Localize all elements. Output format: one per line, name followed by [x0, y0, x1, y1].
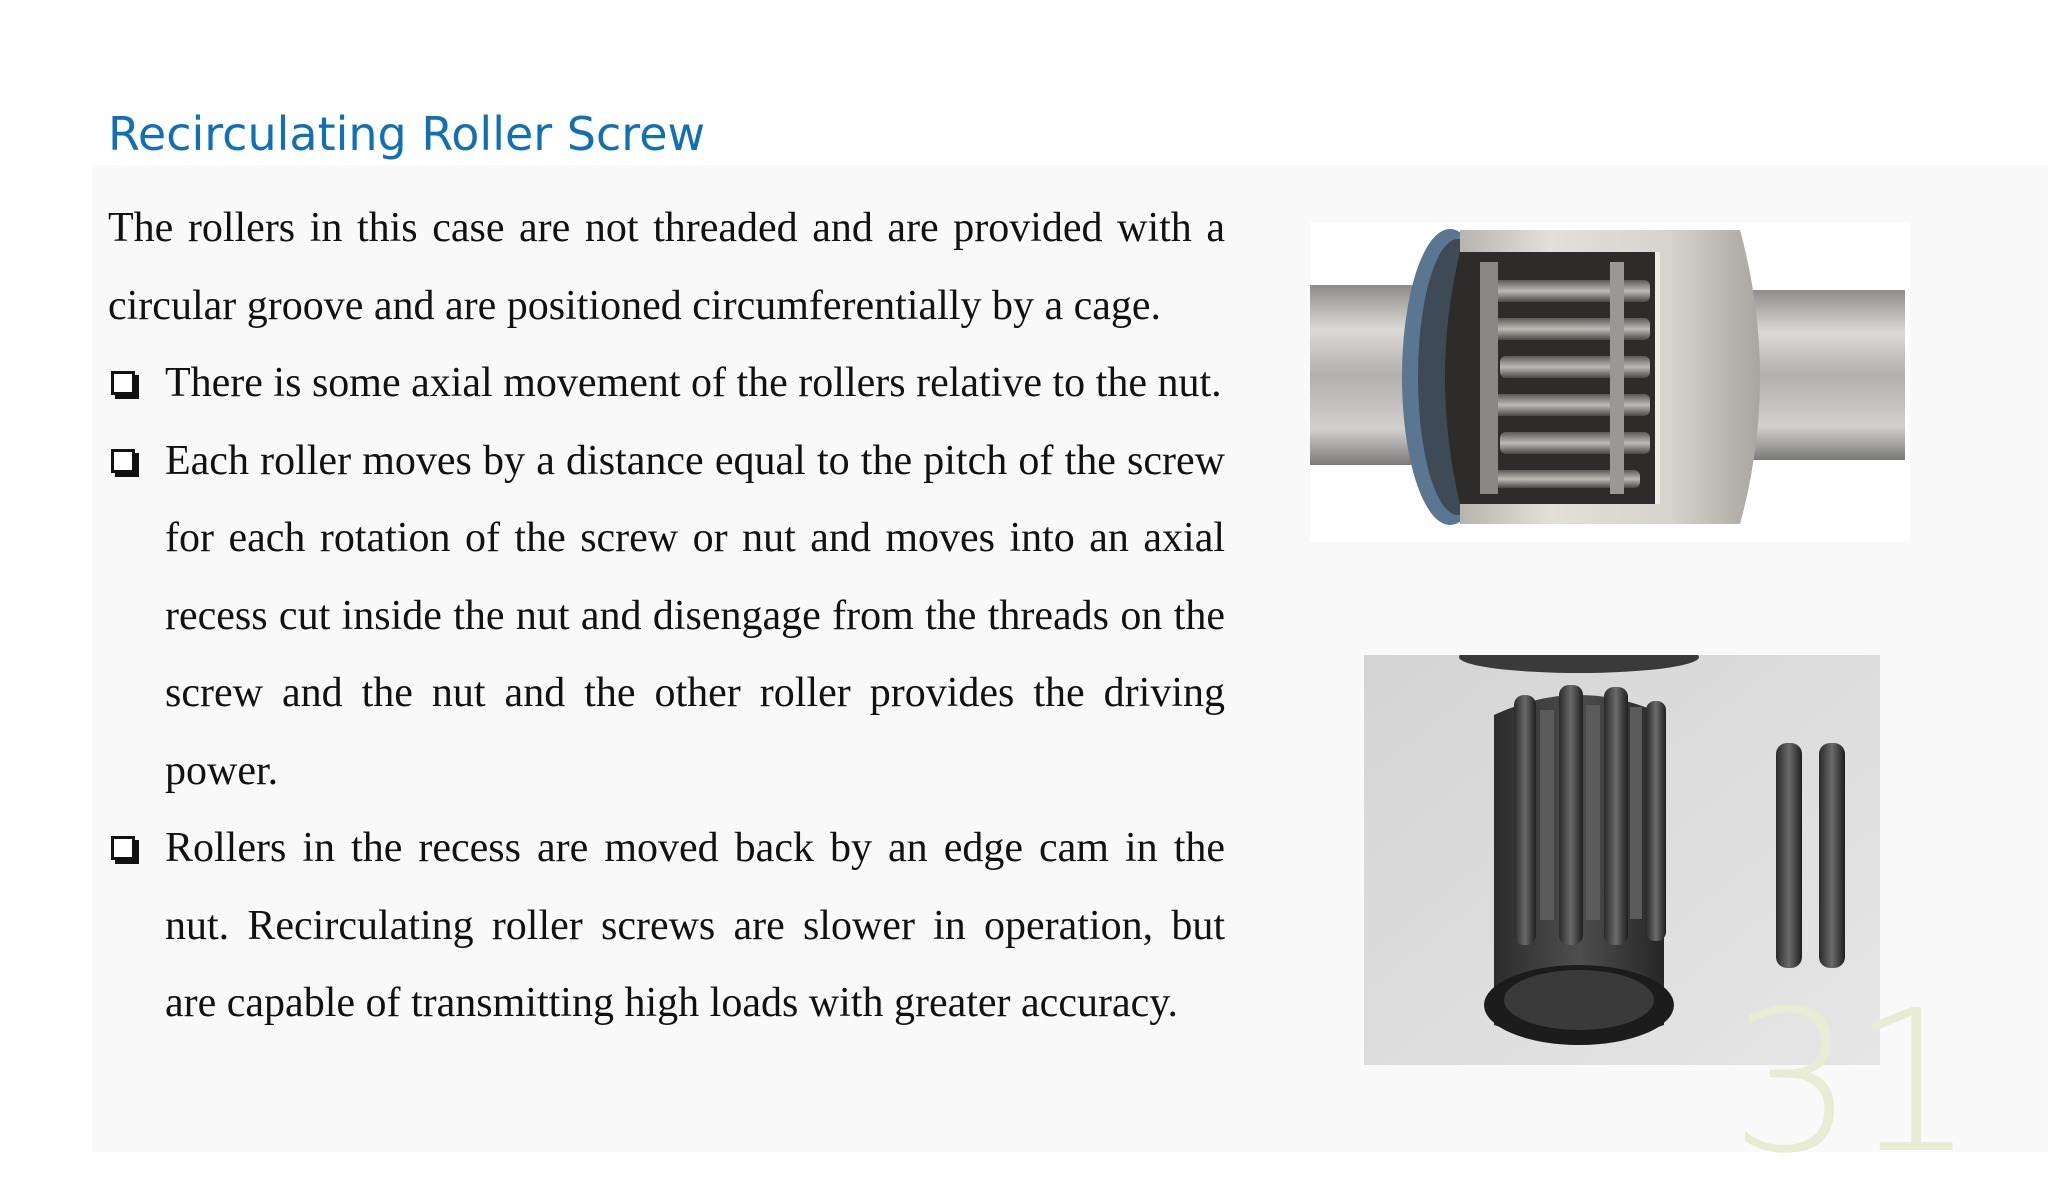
checkbox-bullet-icon: [111, 449, 135, 473]
bullet-item-2: [108, 423, 1225, 811]
bullet-item-1: [108, 345, 1225, 423]
bullet-text-3: Rollers in the recess are moved back by an edge cam in the nut. Recirculating roller screws are slower in operation, but are capable of transmitting high loads with greater accuracy.: [165, 825, 1225, 1026]
roller-screw-assembly-image: [1310, 222, 1910, 542]
page-number: 31: [1730, 969, 1972, 1197]
intro-paragraph: The rollers in this case are not threaded and are provided with a circular groove and are positioned circumferentially by a cage.: [108, 205, 1225, 329]
checkbox-bullet-icon: [111, 371, 135, 395]
bullet-text-2: Each roller moves by a distance equal to the pitch of the screw for each rotation of the screw or nut and moves into an axial recess cut inside the nut and disengage from the threads on the screw and the nut and the other roller provides the driving power.: [165, 437, 1225, 794]
slide-title: Recirculating Roller Screw: [108, 106, 706, 161]
checkbox-bullet-icon: [111, 836, 135, 860]
bullet-text-1: There is some axial movement of the rollers relative to the nut.: [165, 360, 1222, 406]
slide-body: [108, 190, 1225, 1043]
bullet-list: [108, 345, 1225, 1043]
bullet-item-3: [108, 810, 1225, 1043]
